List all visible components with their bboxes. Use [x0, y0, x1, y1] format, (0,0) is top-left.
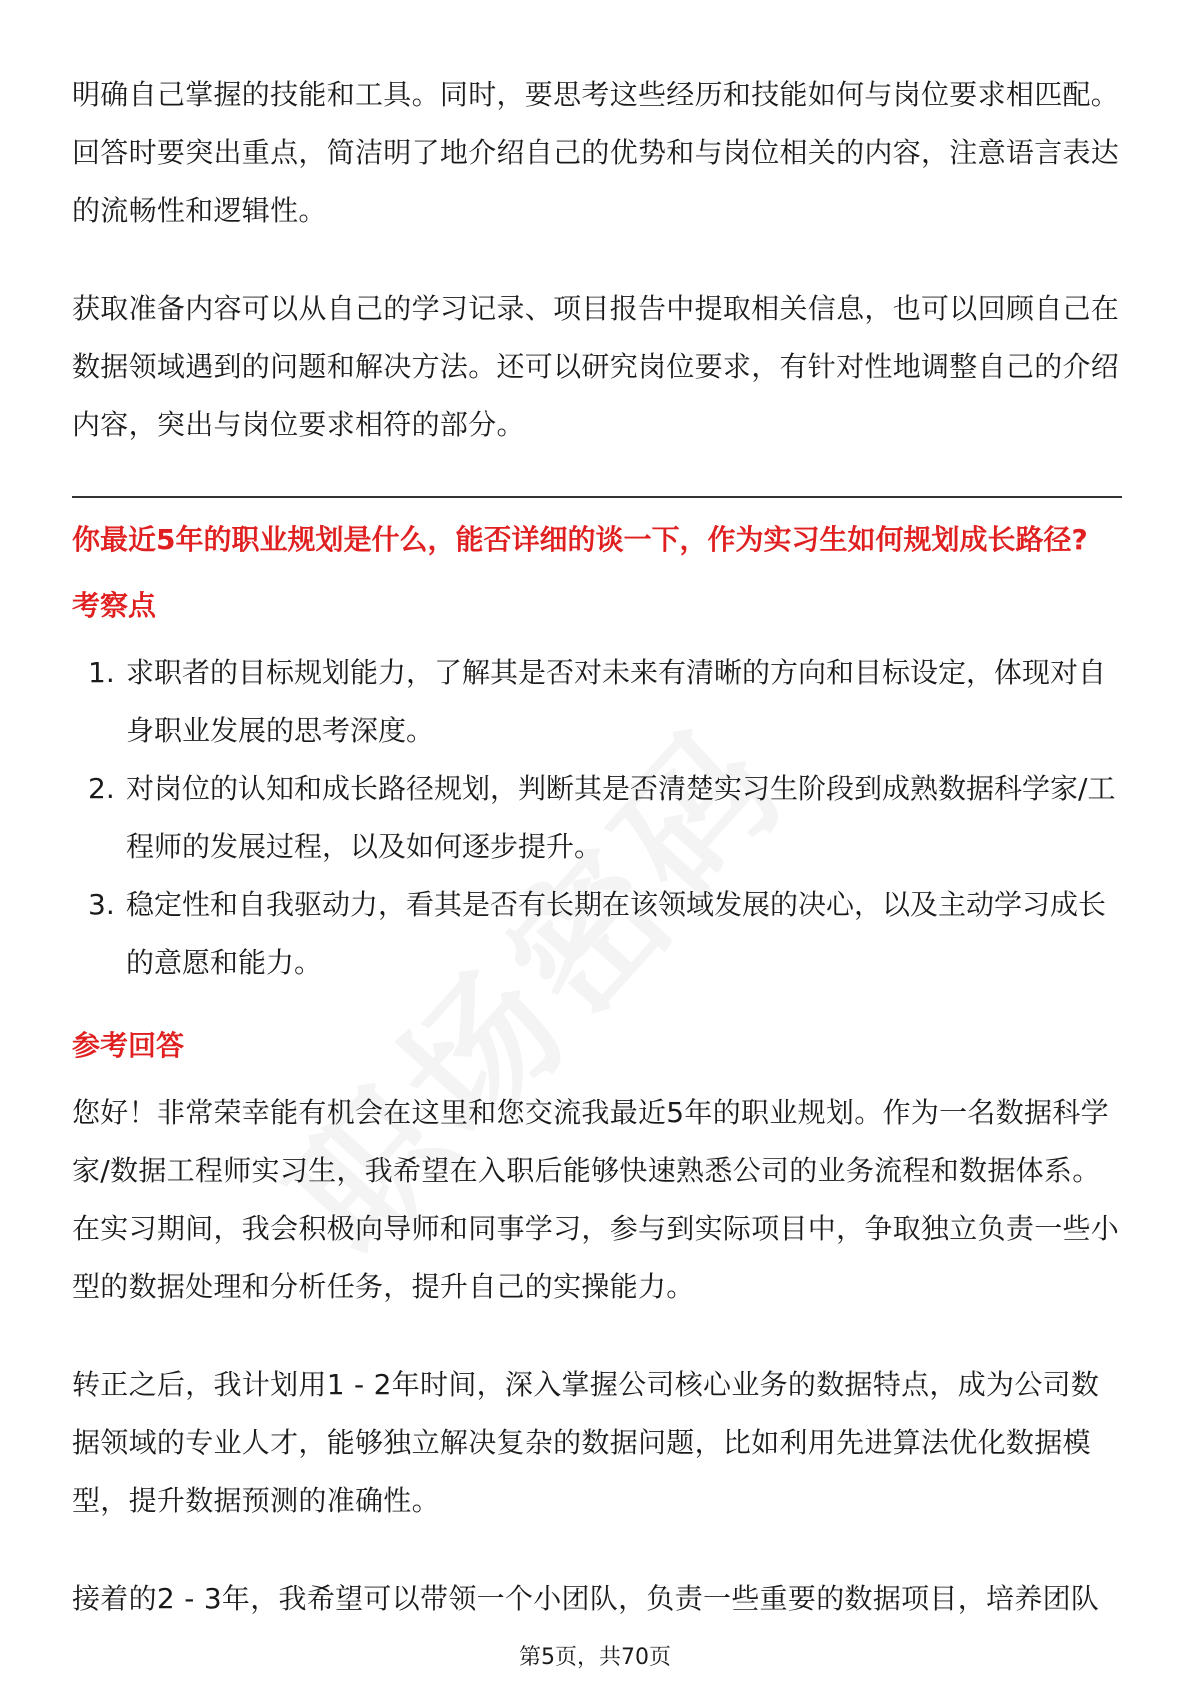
- list-item: [72, 644, 1122, 760]
- list-item-text: 对岗位的认知和成长路径规划，判断其是否清楚实习生阶段到成熟数据科学家/工程师的发展过程，以及如何逐步提升。: [126, 772, 1116, 863]
- list-item-text: 稳定性和自我驱动力，看其是否有长期在该领域发展的决心，以及主动学习成长的意愿和能力。: [126, 888, 1107, 979]
- answer-paragraph: 接着的2 - 3年，我希望可以带领一个小团队，负责一些重要的数据项目，培养团队: [72, 1582, 1100, 1615]
- answer-paragraph: 您好！非常荣幸能有机会在这里和您交流我最近5年的职业规划。作为一名数据科学家/数据工程师实习生，我希望在入职后能够快速熟悉公司的业务流程和数据体系。在实习期间，我会积极向导师和同事学习，参与到实际项目中，争取独立负责一些小型的数据处理和分析任务，提升自己的实操能力。: [72, 1096, 1120, 1303]
- list-item-number: 2.: [88, 772, 115, 805]
- page-number-footer: 第5页，共70页: [519, 1645, 671, 1670]
- question-heading: 你最近5年的职业规划是什么，能否详细的谈一下，作为实习生如何规划成长路径?: [72, 523, 1088, 556]
- list-item-text: 求职者的目标规划能力，了解其是否对未来有清晰的方向和目标设定，体现对自身职业发展的思考深度。: [126, 656, 1107, 747]
- answer-paragraph: 转正之后，我计划用1 - 2年时间，深入掌握公司核心业务的数据特点，成为公司数据领域的专业人才，能够独立解决复杂的数据问题，比如利用先进算法优化数据模型，提升数据预测的准确性。: [72, 1368, 1100, 1517]
- list-item: [72, 760, 1122, 876]
- intro-paragraph: 获取准备内容可以从自己的学习记录、项目报告中提取相关信息，也可以回顾自己在数据领域遇到的问题和解决方法。还可以研究岗位要求，有针对性地调整自己的介绍内容，突出与岗位要求相符的部分。: [72, 292, 1120, 441]
- assessment-list: [72, 644, 1122, 992]
- list-item-number: 1.: [88, 656, 115, 689]
- section-divider: [72, 496, 1122, 498]
- assessment-heading: 考察点: [72, 589, 157, 622]
- page-content: [72, 66, 1122, 1628]
- list-item-number: 3.: [88, 888, 115, 921]
- list-item: [72, 876, 1122, 992]
- intro-paragraph: 明确自己掌握的技能和工具。同时，要思考这些经历和技能如何与岗位要求相匹配。回答时要突出重点，简洁明了地介绍自己的优势和与岗位相关的内容，注意语言表达的流畅性和逻辑性。: [72, 78, 1120, 227]
- answer-heading: 参考回答: [72, 1029, 185, 1062]
